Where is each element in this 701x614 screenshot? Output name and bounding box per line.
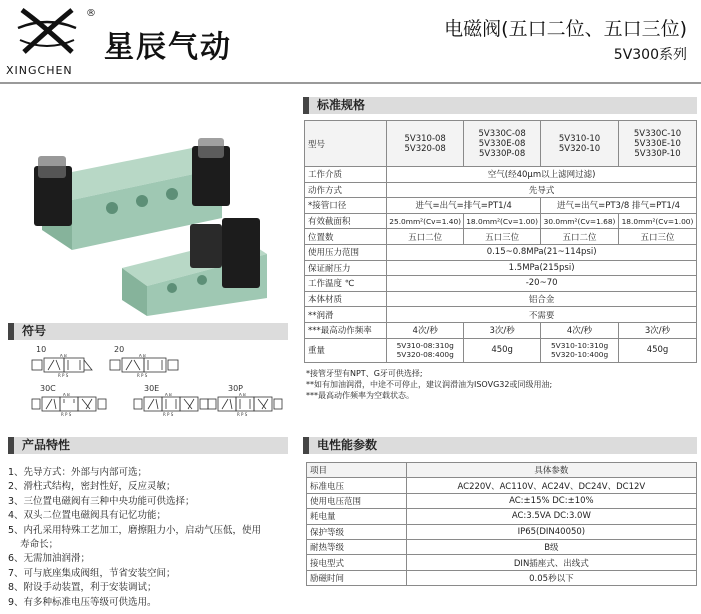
spec-row-medium: 工作介质 空气(经40μm以上滤网过滤) xyxy=(305,167,697,183)
spec-notes xyxy=(306,368,552,401)
feature-item: 9、有多种标准电压等级可供选用。 xyxy=(8,596,157,608)
spec-model-a: 5V310-08 5V320-08 xyxy=(387,121,464,167)
spec-row-area: 有效截面积 25.0mm²(Cv=1.40) 18.0mm²(Cv=1.00) 30.0mm²(Cv=1.68) 18.0mm²(Cv=1.00) xyxy=(305,213,697,229)
spec-row-weight: 重量 5V310-08:310g 5V320-08:400g 450g 5V310-10:310g 5V320-10:400g 450g xyxy=(305,338,697,362)
features-section-header xyxy=(8,437,288,454)
spec-model-b: 5V330C-08 5V330E-08 5V330P-08 xyxy=(464,121,541,167)
symbol-section-title: 符号 xyxy=(22,324,47,338)
svg-text:A B: A B xyxy=(239,393,246,397)
product-photo xyxy=(22,138,282,318)
electrical-row: 励磁时间 0.05秒以下 xyxy=(307,570,697,585)
feature-item: 4、双头二位置电磁阀具有记忆功能； xyxy=(8,510,167,522)
spec-section-header xyxy=(303,97,697,114)
series-subtitle: 5V300系列 xyxy=(613,47,687,63)
features-section-title: 产品特性 xyxy=(22,438,71,452)
spec-row-temp: 工作温度 ℃ -20~70 xyxy=(305,276,697,292)
weight-a: 5V310-08:310g 5V320-08:400g xyxy=(387,338,464,362)
registered-mark: ® xyxy=(86,8,96,19)
symbol-label-30p: 30P xyxy=(228,384,244,393)
svg-text:A B: A B xyxy=(139,354,146,358)
electrical-table xyxy=(306,462,697,586)
svg-text:A B: A B xyxy=(165,393,172,397)
spec-model-c: 5V310-10 5V320-10 xyxy=(541,121,619,167)
electrical-header-row: 项目 具体参数 xyxy=(307,463,697,478)
svg-text:R P S: R P S xyxy=(163,412,174,417)
spec-model-d: 5V330C-10 5V330E-10 5V330P-10 xyxy=(619,121,697,167)
symbol-label-10: 10 xyxy=(36,345,47,354)
symbol-30e-icon xyxy=(132,393,212,417)
symbol-label-30e: 30E xyxy=(144,384,160,393)
spec-row-pressure: 使用压力范围 0.15~0.8MPa(21~114psi) xyxy=(305,244,697,260)
note-3: ***最高动作频率为空载状态。 xyxy=(306,391,414,400)
brand-name-en: XINGCHEN xyxy=(6,64,73,77)
note-2: **如有加油润滑，中途不可停止，建议润滑油为ISOVG32或同级用油; xyxy=(306,380,553,389)
weight-c: 5V310-10:310g 5V320-10:400g xyxy=(541,338,619,362)
symbol-section-header xyxy=(8,323,288,340)
header-divider xyxy=(0,82,701,84)
symbol-label-30c: 30C xyxy=(40,384,56,393)
svg-text:R P S: R P S xyxy=(237,412,248,417)
feature-item: 7、可与底座集成阀组，节省安装空间； xyxy=(8,567,176,579)
spec-table xyxy=(304,120,697,363)
page-title: 电磁阀(五口二位、五口三位) xyxy=(444,18,687,40)
feature-item: 5、内孔采用特殊工艺加工，磨擦阻力小，启动气压低，使用 xyxy=(8,524,262,536)
features-list xyxy=(8,466,288,610)
note-1: *接管牙型有NPT、G牙可供选择; xyxy=(306,369,423,378)
electrical-row: 保护等级 IP65(DIN40050) xyxy=(307,524,697,539)
feature-item: 寿命长； xyxy=(8,539,59,551)
symbol-30p-icon xyxy=(206,393,286,417)
spec-row-action: 动作方式 先导式 xyxy=(305,182,697,198)
symbol-20-icon xyxy=(108,354,188,378)
spec-row-position: 位置数 五口二位 五口三位 五口二位 五口三位 xyxy=(305,229,697,245)
feature-item: 1、先导方式：外部与内部可选； xyxy=(8,467,148,478)
electrical-row: 耐热等级 B级 xyxy=(307,539,697,554)
svg-text:A B: A B xyxy=(63,393,70,397)
electrical-row: 接电型式 DIN插座式、出线式 xyxy=(307,555,697,570)
electrical-section-header xyxy=(303,437,697,454)
symbol-label-20: 20 xyxy=(114,345,125,354)
svg-text:R P S: R P S xyxy=(61,412,72,417)
electrical-row: 标准电压 AC220V、AC110V、AC24V、DC24V、DC12V xyxy=(307,478,697,493)
spec-row-model xyxy=(305,121,697,167)
spec-model-label: 型号 xyxy=(305,121,387,167)
svg-text:R P S: R P S xyxy=(58,373,69,378)
logo-icon xyxy=(14,6,80,56)
feature-item: 6、无需加油润滑； xyxy=(8,553,91,565)
electrical-row: 使用电压范围 AC:±15% DC:±10% xyxy=(307,493,697,508)
svg-text:R P S: R P S xyxy=(137,373,148,378)
symbol-10-icon xyxy=(30,354,100,378)
spec-row-freq: ***最高动作频率 4次/秒 3次/秒 4次/秒 3次/秒 xyxy=(305,322,697,338)
spec-row-lube: **润滑 不需要 xyxy=(305,307,697,323)
electrical-section-title: 电性能参数 xyxy=(317,438,378,452)
spec-row-material: 本体材质 铝合金 xyxy=(305,291,697,307)
feature-item: 2、滑柱式结构，密封性好，反应灵敏； xyxy=(8,481,176,493)
feature-item: 3、三位置电磁阀有三种中央功能可供选择； xyxy=(8,495,195,507)
spec-row-port: *接管口径 进气=出气=排气=PT1/4 进气=出气=PT3/8 排气=PT1/4 xyxy=(305,198,697,214)
brand-name-cn: 星辰气动 xyxy=(104,30,232,65)
svg-text:A B: A B xyxy=(60,354,67,358)
spec-row-proof: 保证耐压力 1.5MPa(215psi) xyxy=(305,260,697,276)
spec-section-title: 标准规格 xyxy=(317,98,366,112)
electrical-row: 耗电量 AC:3.5VA DC:3.0W xyxy=(307,509,697,524)
feature-item: 8、附设手动装置，利于安装调试； xyxy=(8,582,157,594)
symbol-30c-icon xyxy=(30,393,110,417)
